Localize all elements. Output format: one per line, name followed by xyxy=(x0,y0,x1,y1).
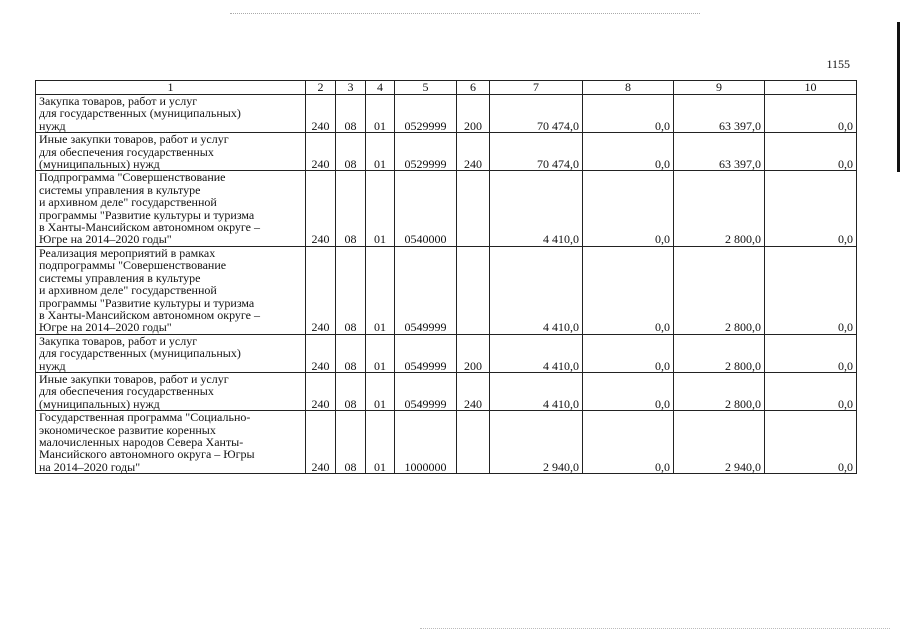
row-name-line: Югре на 2014–2020 годы" xyxy=(39,320,172,335)
header-cell: 4 xyxy=(366,81,395,95)
row-name-line: для обеспечения государственных xyxy=(39,384,214,399)
admin-code-cell: 240 xyxy=(306,334,336,372)
amount-cell: 4 410,0 xyxy=(490,246,583,334)
subsection-code-cell: 01 xyxy=(366,372,395,410)
row-name-line: для государственных (муниципальных) xyxy=(39,106,241,121)
scan-edge-bar xyxy=(897,22,900,172)
header-cell: 5 xyxy=(395,81,457,95)
row-name-line: Подпрограмма "Совершенствование xyxy=(39,170,226,185)
target-code-cell: 0529999 xyxy=(395,133,457,171)
admin-code-cell: 240 xyxy=(306,171,336,246)
scan-artifact-top xyxy=(230,13,700,14)
header-cell: 10 xyxy=(765,81,857,95)
amount-cell: 2 800,0 xyxy=(674,372,765,410)
row-name-line: в Ханты-Мансийском автономном округе – xyxy=(39,307,260,322)
amount-cell: 2 940,0 xyxy=(490,411,583,474)
row-name-cell xyxy=(36,411,306,474)
row-name-line: системы управления в культуре xyxy=(39,270,201,285)
table-row xyxy=(36,372,857,410)
table-row xyxy=(36,334,857,372)
amount-cell: 0,0 xyxy=(583,246,674,334)
amount-cell: 0,0 xyxy=(583,334,674,372)
admin-code-cell: 240 xyxy=(306,372,336,410)
scan-artifact-bottom xyxy=(420,628,890,629)
row-name-line: программы "Развитие культуры и туризма xyxy=(39,207,255,222)
row-name-cell xyxy=(36,372,306,410)
amount-cell: 70 474,0 xyxy=(490,133,583,171)
amount-cell: 0,0 xyxy=(765,411,857,474)
section-code-cell: 08 xyxy=(336,246,366,334)
row-name-line: системы управления в культуре xyxy=(39,182,201,197)
row-name-line: подпрограммы "Совершенствование xyxy=(39,258,227,273)
amount-cell: 63 397,0 xyxy=(674,95,765,133)
admin-code-cell: 240 xyxy=(306,246,336,334)
amount-cell: 70 474,0 xyxy=(490,95,583,133)
subsection-code-cell: 01 xyxy=(366,334,395,372)
row-name-line: (муниципальных) нужд xyxy=(39,157,160,172)
row-name-line: Закупка товаров, работ и услуг xyxy=(39,94,198,108)
expense-type-cell xyxy=(457,171,490,246)
budget-table xyxy=(35,80,857,474)
row-name-line: нужд xyxy=(39,358,66,373)
section-code-cell: 08 xyxy=(336,133,366,171)
row-name-cell xyxy=(36,95,306,133)
row-name-line: программы "Развитие культуры и туризма xyxy=(39,295,255,310)
amount-cell: 2 800,0 xyxy=(674,171,765,246)
amount-cell: 2 800,0 xyxy=(674,246,765,334)
row-name-line: на 2014–2020 годы" xyxy=(39,459,141,474)
row-name-cell xyxy=(36,246,306,334)
header-cell: 7 xyxy=(490,81,583,95)
subsection-code-cell: 01 xyxy=(366,171,395,246)
row-name-line: Иные закупки товаров, работ и услуг xyxy=(39,371,229,386)
header-cell: 8 xyxy=(583,81,674,95)
header-row xyxy=(36,81,857,95)
target-code-cell: 0549999 xyxy=(395,372,457,410)
header-cell: 6 xyxy=(457,81,490,95)
header-cell: 9 xyxy=(674,81,765,95)
amount-cell: 0,0 xyxy=(765,246,857,334)
expense-type-cell: 200 xyxy=(457,95,490,133)
row-name-line: Реализация мероприятий в рамках xyxy=(39,245,216,260)
expense-type-cell: 240 xyxy=(457,372,490,410)
row-name-line: (муниципальных) нужд xyxy=(39,396,160,411)
amount-cell: 0,0 xyxy=(583,372,674,410)
admin-code-cell: 240 xyxy=(306,133,336,171)
row-name-cell xyxy=(36,334,306,372)
amount-cell: 4 410,0 xyxy=(490,171,583,246)
row-name-line: Югре на 2014–2020 годы" xyxy=(39,232,172,247)
row-name-cell xyxy=(36,171,306,246)
expense-type-cell xyxy=(457,246,490,334)
row-name-line: для государственных (муниципальных) xyxy=(39,346,241,361)
target-code-cell: 0529999 xyxy=(395,95,457,133)
subsection-code-cell: 01 xyxy=(366,411,395,474)
amount-cell: 0,0 xyxy=(765,334,857,372)
row-name-line: Мансийского автономного округа – Югры xyxy=(39,447,255,462)
amount-cell: 2 940,0 xyxy=(674,411,765,474)
row-name-line: Государственная программа "Социально- xyxy=(39,410,251,425)
header-cell: 1 xyxy=(36,81,306,95)
row-name-cell xyxy=(36,133,306,171)
section-code-cell: 08 xyxy=(336,95,366,133)
header-cell: 2 xyxy=(306,81,336,95)
table-row xyxy=(36,411,857,474)
target-code-cell: 0549999 xyxy=(395,246,457,334)
table-row xyxy=(36,95,857,133)
expense-type-cell: 200 xyxy=(457,334,490,372)
amount-cell: 0,0 xyxy=(583,133,674,171)
section-code-cell: 08 xyxy=(336,411,366,474)
row-name-line: для обеспечения государственных xyxy=(39,144,214,159)
row-name-line: Закупка товаров, работ и услуг xyxy=(39,333,198,348)
amount-cell: 2 800,0 xyxy=(674,334,765,372)
target-code-cell: 0540000 xyxy=(395,171,457,246)
row-name-line: и архивном деле" государственной xyxy=(39,283,217,298)
table-row xyxy=(36,133,857,171)
admin-code-cell: 240 xyxy=(306,411,336,474)
expense-type-cell: 240 xyxy=(457,133,490,171)
amount-cell: 0,0 xyxy=(765,133,857,171)
amount-cell: 0,0 xyxy=(765,372,857,410)
amount-cell: 4 410,0 xyxy=(490,372,583,410)
target-code-cell: 0549999 xyxy=(395,334,457,372)
amount-cell: 0,0 xyxy=(765,95,857,133)
row-name-line: в Ханты-Мансийском автономном округе – xyxy=(39,220,260,235)
row-name-line: экономическое развитие коренных xyxy=(39,422,216,437)
amount-cell: 4 410,0 xyxy=(490,334,583,372)
section-code-cell: 08 xyxy=(336,171,366,246)
row-name-line: Иные закупки товаров, работ и услуг xyxy=(39,132,229,147)
page-number: 1155 xyxy=(826,57,850,71)
table-row xyxy=(36,246,857,334)
admin-code-cell: 240 xyxy=(306,95,336,133)
amount-cell: 0,0 xyxy=(583,171,674,246)
section-code-cell: 08 xyxy=(336,372,366,410)
row-name-line: нужд xyxy=(39,118,66,133)
amount-cell: 0,0 xyxy=(765,171,857,246)
header-cell: 3 xyxy=(336,81,366,95)
target-code-cell: 1000000 xyxy=(395,411,457,474)
subsection-code-cell: 01 xyxy=(366,246,395,334)
amount-cell: 0,0 xyxy=(583,411,674,474)
row-name-line: и архивном деле" государственной xyxy=(39,195,217,210)
amount-cell: 63 397,0 xyxy=(674,133,765,171)
subsection-code-cell: 01 xyxy=(366,95,395,133)
row-name-line: малочисленных народов Севера Ханты- xyxy=(39,434,244,449)
amount-cell: 0,0 xyxy=(583,95,674,133)
section-code-cell: 08 xyxy=(336,334,366,372)
expense-type-cell xyxy=(457,411,490,474)
subsection-code-cell: 01 xyxy=(366,133,395,171)
table-row xyxy=(36,171,857,246)
